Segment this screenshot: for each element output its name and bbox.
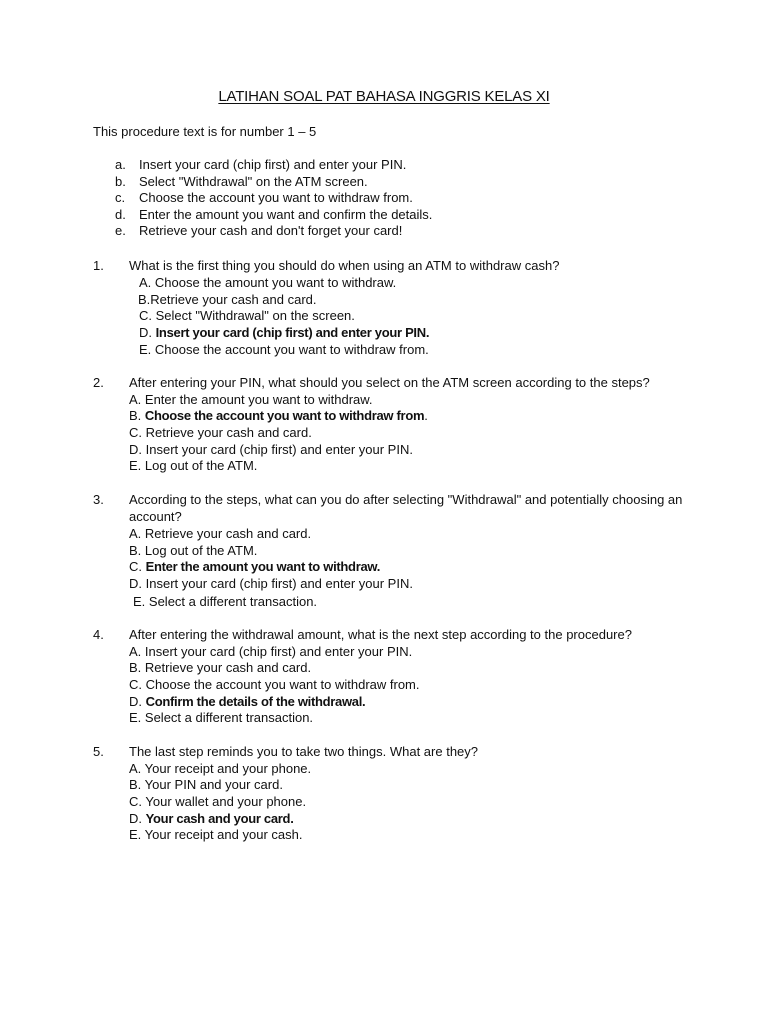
question-text: The last step reminds you to take two things. What are they? xyxy=(129,744,479,759)
option-prefix: C. xyxy=(129,794,146,810)
option-text: Log out of the ATM. xyxy=(144,458,258,474)
option-text: Your receipt and your cash. xyxy=(144,827,303,843)
option-e xyxy=(129,710,313,727)
option-b xyxy=(129,660,311,677)
option-b xyxy=(129,408,428,425)
option-text: Choose the amount you want to withdraw. xyxy=(154,275,397,290)
option-prefix: D. xyxy=(129,576,146,592)
option-e xyxy=(129,827,302,844)
option-prefix: B. xyxy=(138,291,151,307)
option-prefix: B. xyxy=(129,660,145,676)
question-text: What is the first thing you should do when using an ATM to withdraw cash? xyxy=(129,258,560,273)
option-d xyxy=(129,442,413,459)
option-c xyxy=(129,677,420,694)
option-b xyxy=(129,543,257,560)
option-b xyxy=(138,292,317,309)
option-text: Retrieve your cash and card. xyxy=(144,660,312,676)
option-prefix: D. xyxy=(129,693,146,709)
option-prefix: D. xyxy=(129,810,146,826)
correct-answer-text: Enter the amount you want to withdraw. xyxy=(145,559,381,575)
option-prefix: C. xyxy=(129,425,146,441)
option-d xyxy=(139,325,429,342)
correct-answer-text: Insert your card (chip first) and enter your PIN. xyxy=(155,325,430,341)
option-prefix: D. xyxy=(139,325,156,341)
step-letter: e. xyxy=(115,223,126,239)
option-suffix: . xyxy=(424,408,428,424)
option-prefix: A. xyxy=(129,643,145,659)
option-prefix: A. xyxy=(139,275,155,290)
option-prefix: B. xyxy=(129,777,145,793)
question-text: After entering the withdrawal amount, what is the next step according to the procedure? xyxy=(129,627,632,642)
option-text: Select "Withdrawal" on the screen. xyxy=(155,308,355,324)
correct-answer-text: Choose the account you want to withdraw from xyxy=(144,408,425,424)
step-text: Choose the account you want to withdraw from. xyxy=(139,190,413,206)
option-prefix: A. xyxy=(129,526,145,541)
step-letter: a. xyxy=(115,157,126,172)
option-a xyxy=(129,526,311,543)
question-text: After entering your PIN, what should you select on the ATM screen according to the steps? xyxy=(129,375,650,390)
option-prefix: B. xyxy=(129,408,145,424)
correct-answer-text: Confirm the details of the withdrawal. xyxy=(145,693,366,709)
option-d xyxy=(129,811,294,828)
option-prefix: A. xyxy=(129,760,145,776)
option-text: Retrieve your cash and card. xyxy=(150,291,317,307)
option-text: Select a different transaction. xyxy=(144,710,314,726)
option-text: Insert your card (chip first) and enter your PIN. xyxy=(145,441,413,457)
option-text: Insert your card (chip first) and enter your PIN. xyxy=(144,643,413,659)
option-prefix: E. xyxy=(133,593,149,609)
question-number: 3. xyxy=(93,492,104,507)
option-text: Your receipt and your phone. xyxy=(144,760,312,776)
option-a xyxy=(129,761,311,778)
option-d xyxy=(129,576,413,593)
step-text: Insert your card (chip first) and enter your PIN. xyxy=(139,157,407,172)
option-a xyxy=(129,644,412,661)
option-c xyxy=(129,794,306,811)
option-c xyxy=(139,308,355,325)
option-e xyxy=(133,594,317,611)
option-c xyxy=(129,425,312,442)
option-prefix: A. xyxy=(129,391,145,407)
question-number: 1. xyxy=(93,258,104,273)
step-text: Retrieve your cash and don't forget your card! xyxy=(139,223,403,239)
step-letter: b. xyxy=(115,173,126,189)
option-prefix: C. xyxy=(139,308,156,324)
option-prefix: E. xyxy=(139,341,155,357)
step-letter: c. xyxy=(115,190,126,206)
option-prefix: E. xyxy=(129,827,145,843)
option-prefix: E. xyxy=(129,710,145,726)
document-title: LATIHAN SOAL PAT BAHASA INGGRIS KELAS XI xyxy=(218,88,550,105)
option-text: Retrieve your cash and card. xyxy=(145,425,312,441)
intro-text: This procedure text is for number 1 – 5 xyxy=(93,124,317,139)
option-c xyxy=(129,559,380,576)
question-number: 2. xyxy=(93,375,104,390)
option-prefix: C. xyxy=(129,559,146,575)
option-text: Insert your card (chip first) and enter your PIN. xyxy=(145,576,413,592)
option-prefix: C. xyxy=(129,677,146,693)
step-letter: d. xyxy=(115,206,126,222)
option-text: Your wallet and your phone. xyxy=(145,794,307,810)
option-text: Enter the amount you want to withdraw. xyxy=(144,391,373,407)
option-text: Select a different transaction. xyxy=(148,593,318,609)
option-text: Log out of the ATM. xyxy=(144,542,258,558)
option-e xyxy=(129,458,257,475)
option-b xyxy=(129,777,283,794)
option-a xyxy=(139,275,396,292)
option-text: Your PIN and your card. xyxy=(144,777,283,793)
option-text: Choose the account you want to withdraw from. xyxy=(154,341,429,357)
option-text: Choose the account you want to withdraw from. xyxy=(145,677,420,693)
step-text: Select "Withdrawal" on the ATM screen. xyxy=(139,173,368,189)
correct-answer-text: Your cash and your card. xyxy=(145,810,294,826)
option-prefix: E. xyxy=(129,458,145,474)
option-d xyxy=(129,694,365,711)
step-text: Enter the amount you want and confirm the details. xyxy=(139,206,433,222)
option-e xyxy=(139,342,429,359)
option-prefix: D. xyxy=(129,441,146,457)
option-prefix: B. xyxy=(129,542,145,558)
question-text: According to the steps, what can you do after selecting "Withdrawal" and potentially choosing an account? xyxy=(129,492,683,524)
option-a xyxy=(129,392,373,409)
question-number: 5. xyxy=(93,744,104,759)
option-text: Retrieve your cash and card. xyxy=(144,526,312,541)
question-number: 4. xyxy=(93,627,104,642)
